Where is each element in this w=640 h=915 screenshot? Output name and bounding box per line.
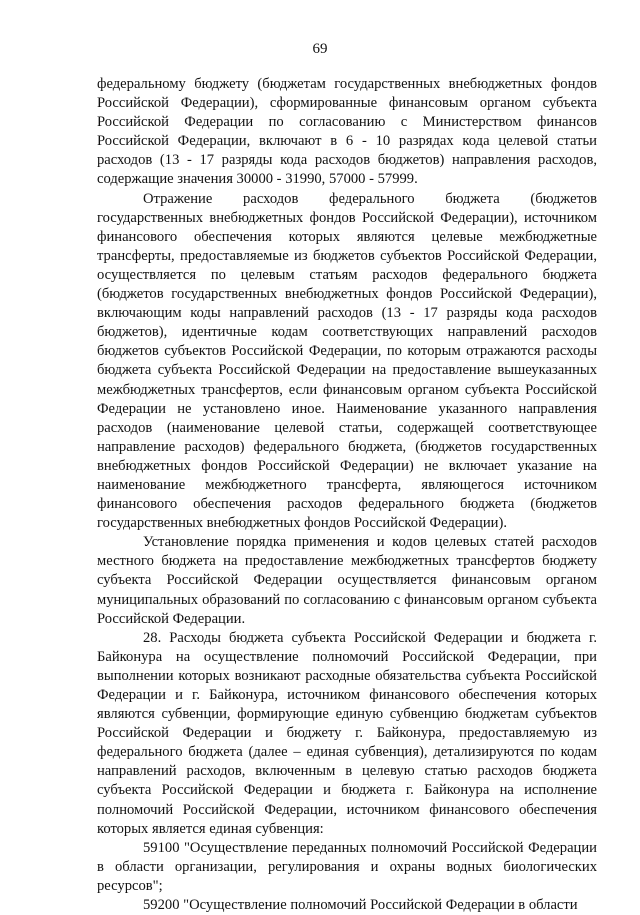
paragraph-5: 59100 "Осуществление переданных полномочий Российской Федерации в области организации, регулирования и охраны водных биологических ресурсов";: [97, 839, 597, 894]
paragraph-2: Отражение расходов федерального бюджета (бюджетов государственных внебюджетных фондов Российской Федерации), источником финансового обеспечения которых являются целевые межбюджетные трансферты, предоставляемые из бюджетов субъектов Российской Федерации, осуществляется по целевым статьям расходов федерального бюджета (бюджетов государственных внебюджетных фондов Российской Федерации), включающим коды направлений расходов (13 - 17 разряды кода расходов бюджетов), идентичные кодам соответствующих направлений расходов бюджетов субъектов Российской Федерации, по которым отражаются расходы бюджета субъекта Российской Федерации на предоставление вышеуказанных межбюджетных трансфертов, если финансовым органом субъекта Российской Федерации не установлено иное. Наименование указанного направления расходов (наименование целевой статьи, содержащей соответствующее направление расходов) федерального бюджета, (бюджетов государственных внебюджетных фондов Российской Федерации) не включает указание на наименование межбюджетного трансферта, являющегося источником финансового обеспечения расходов федерального бюджета (бюджетов государственных внебюджетных фондов Российской Федерации).: [97, 190, 597, 532]
paragraph-4: 28. Расходы бюджета субъекта Российской Федерации и бюджета г. Байконура на осуществление полномочий Российской Федерации, при выполнении которых возникают расходные обязательства субъекта Российской Федерации и г. Байконура, источником финансового обеспечения которых являются субвенции, формирующие единую субвенцию бюджетам субъектов Российской Федерации и бюджету г. Байконура, предоставляемую из федерального бюджета (далее – единая субвенция), детализируются по кодам направлений расходов, включенным в целевую статью расходов бюджета субъекта Российской Федерации и бюджета г. Байконура на исполнение полномочий Российской Федерации, источником финансового обеспечения которых является единая субвенция:: [97, 629, 597, 837]
page-number: 69: [312, 41, 328, 57]
paragraph-6: 59200 "Осуществление полномочий Российской Федерации в области: [143, 897, 578, 914]
paragraph-3: Установление порядка применения и кодов целевых статей расходов местного бюджета на предоставление межбюджетных трансфертов бюджету субъекта Российской Федерации осуществляется финансовым органом муниципальных образований по согласованию с финансовым органом субъекта Российской Федерации.: [97, 534, 597, 627]
paragraph-1: федеральному бюджету (бюджетам государственных внебюджетных фондов Российской Федерации), сформированные финансовым органом субъекта Российской Федерации по согласованию с Министерством финансов Российской Федерации, включают в 6 - 10 разрядах кода целевой статьи расходов (13 - 17 разряды кода расходов бюджетов) направления расходов, содержащие значения 30000 - 31990, 57000 - 57999.: [97, 76, 597, 188]
body-text: [97, 75, 597, 915]
